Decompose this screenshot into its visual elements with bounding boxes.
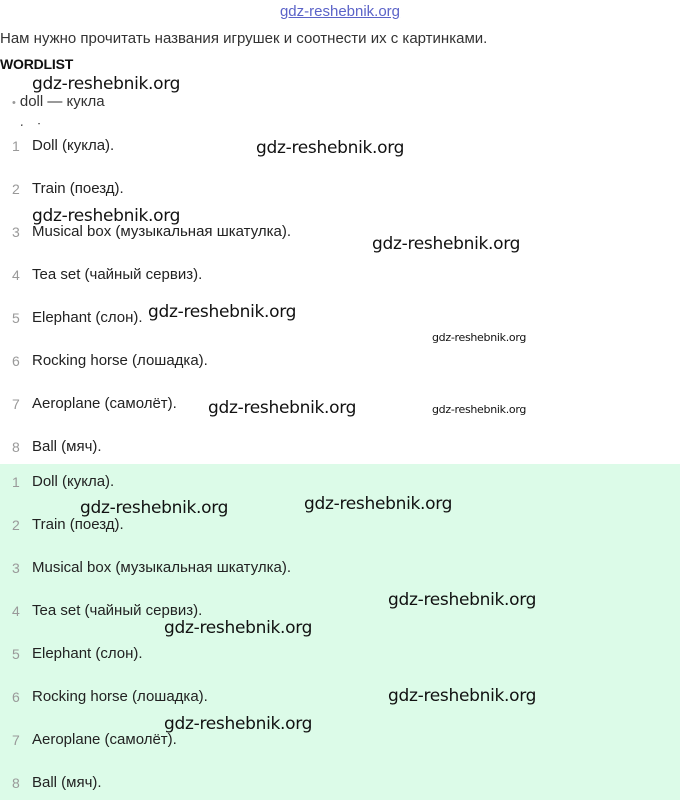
item-number: 8 (12, 439, 20, 455)
item-number: 6 (12, 353, 20, 369)
item-number: 4 (12, 603, 20, 619)
list-item (0, 179, 680, 199)
watermark: gdz-reshebnik.org (164, 618, 313, 638)
watermark: gdz-reshebnik.org (32, 74, 181, 94)
item-text: Train (поезд). (32, 516, 124, 533)
item-text: Aeroplane (самолёт). (32, 395, 177, 412)
list-item (0, 515, 680, 535)
watermark: gdz-reshebnik.org (256, 138, 405, 158)
list-item (0, 265, 680, 285)
list-item (0, 308, 680, 328)
item-text: Rocking horse (лошадка). (32, 352, 208, 369)
item-number: 7 (12, 732, 20, 748)
item-number: 2 (12, 181, 20, 197)
item-text: Ball (мяч). (32, 774, 102, 791)
item-text: Tea set (чайный сервиз). (32, 602, 203, 619)
list-item (0, 644, 680, 664)
item-number: 3 (12, 224, 20, 240)
item-text: Train (поезд). (32, 180, 124, 197)
item-text: Musical box (музыкальная шкатулка). (32, 559, 292, 576)
watermark: gdz-reshebnik.org (164, 714, 313, 734)
watermark: gdz-reshebnik.org (432, 403, 527, 416)
watermark: gdz-reshebnik.org (32, 206, 181, 226)
list-item (0, 601, 680, 621)
item-number: 2 (12, 517, 20, 533)
task-text: Нам нужно прочитать названия игрушек и соотнести их с картинками. (0, 30, 488, 47)
item-text: Elephant (слон). (32, 645, 143, 662)
wordlist-title: WORDLIST (0, 56, 74, 72)
list-item (0, 687, 680, 707)
item-text: Tea set (чайный сервиз). (32, 266, 203, 283)
wordlist-item-text: doll — кукла (19, 93, 105, 110)
item-number: 8 (12, 775, 20, 791)
watermark: gdz-reshebnik.org (148, 302, 297, 322)
site-header-link[interactable]: gdz-reshebnik.org (279, 3, 401, 20)
watermark: gdz-reshebnik.org (388, 686, 537, 706)
wordlist-item (12, 92, 312, 120)
item-text: Musical box (музыкальная шкатулка). (32, 223, 292, 240)
item-text: Rocking horse (лошадка). (32, 688, 208, 705)
list-item (0, 773, 680, 793)
item-number: 1 (12, 138, 20, 154)
watermark: gdz-reshebnik.org (80, 498, 229, 518)
item-text: Aeroplane (самолёт). (32, 731, 177, 748)
item-number: 1 (12, 474, 20, 490)
watermark: gdz-reshebnik.org (208, 398, 357, 418)
item-text: Ball (мяч). (32, 438, 102, 455)
list-item (0, 558, 680, 578)
watermark: gdz-reshebnik.org (388, 590, 537, 610)
list-item (0, 351, 680, 371)
item-number: 7 (12, 396, 20, 412)
item-number: 3 (12, 560, 20, 576)
list-item (0, 730, 680, 750)
item-text: Doll (кукла). (32, 473, 115, 490)
item-number: 4 (12, 267, 20, 283)
bullet-icon: • (12, 97, 16, 109)
wordlist (12, 92, 312, 126)
item-text: Elephant (слон). (32, 309, 143, 326)
item-number: 5 (12, 646, 20, 662)
watermark: gdz-reshebnik.org (304, 494, 453, 514)
item-number: 5 (12, 310, 20, 326)
list-item (0, 437, 680, 457)
item-number: 6 (12, 689, 20, 705)
list-item (0, 472, 680, 492)
item-text: Doll (кукла). (32, 137, 115, 154)
watermark: gdz-reshebnik.org (432, 331, 527, 344)
watermark: gdz-reshebnik.org (372, 234, 521, 254)
